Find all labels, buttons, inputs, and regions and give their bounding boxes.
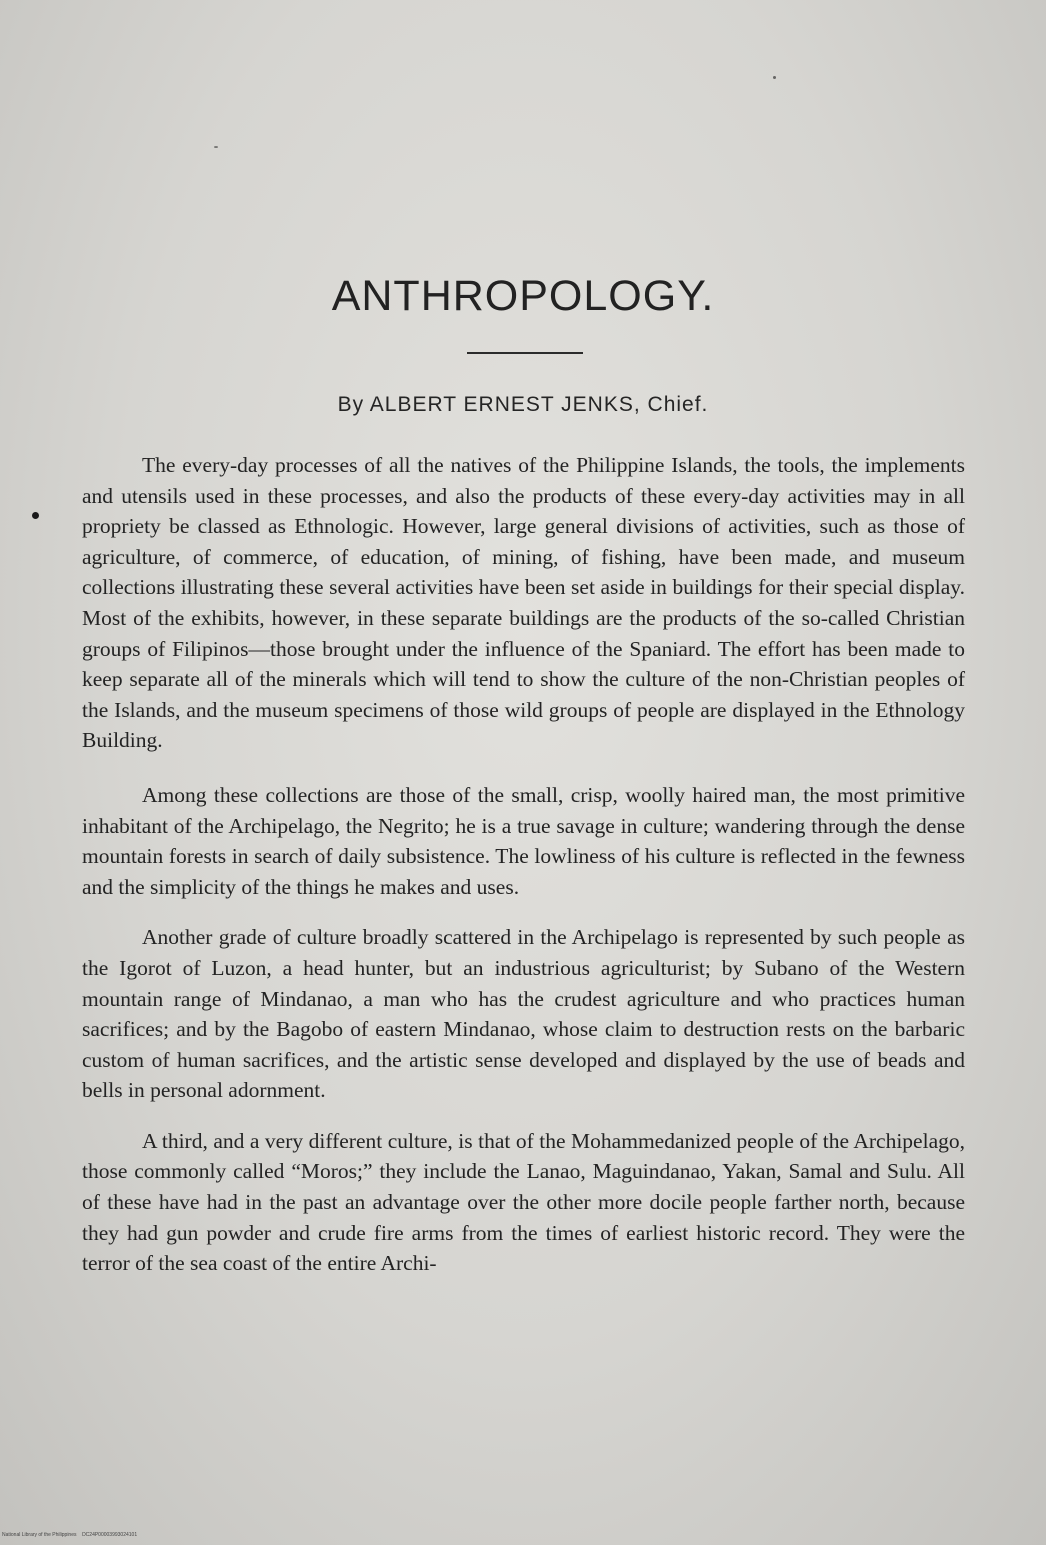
ink-speck: [32, 512, 39, 519]
page-title: ANTHROPOLOGY.: [331, 272, 715, 320]
paragraph-4: A third, and a very different culture, is that of the Mohammedanized people of the Archipelago, those commonly called “Moros;” they include the Lanao, Maguindanao, Yakan, Samal and Sulu. All of these have had in the past an advantage over the other more docile people farther north, because they had gun powder and crude fire arms from the times of earliest historic record. They were the terror of the sea coast of the entire Archi-: [82, 1128, 965, 1276]
scan-footer: [2, 1532, 137, 1538]
footer-code: DC24P00003993024101: [82, 1532, 138, 1538]
paragraph-2: Among these collections are those of the small, crisp, woolly haired man, the most primitive inhabitant of the Archipelago, the Negrito; he is a true savage in culture; wandering through the dense mountain forests in search of daily subsistence. The lowliness of his culture is reflected in the fewness and the simplicity of the things he makes and uses.: [82, 782, 965, 899]
ink-speck: [773, 76, 776, 79]
title-divider: [467, 352, 583, 354]
paragraph-1: The every-day processes of all the natives of the Philippine Islands, the tools, the implements and utensils used in these processes, and also the products of these every-day activities may in all propriety be classed as Ethnologic. However, large general divisions of activities, such as those of agriculture, of commerce, of education, of mining, of fishing, have been made, and museum collections illustrating these several activities have been set aside in buildings for their special display. Most of the exhibits, however, in these separate buildings are the products of the so-called Christian groups of Filipinos—those brought under the influence of the Spaniard. The effort has been made to keep separate all of the minerals which will tend to show the culture of the non-Christian peoples of the Islands, and the museum specimens of those wild groups of people are displayed in the Ethnology Building.: [82, 453, 965, 753]
paragraph-3: Another grade of culture broadly scattered in the Archipelago is represented by such people as the Igorot of Luzon, a head hunter, but an industrious agriculturist; by Subano of the Western mountain range of Mindanao, a man who has the crudest agriculture and who practices human sacrifices; and by the Bagobo of eastern Mindanao, whose claim to destruction rests on the barbaric custom of human sacrifices, and the artistic sense developed and displayed by the use of beads and bells in personal adornment.: [82, 925, 965, 1103]
author-byline: By ALBERT ERNEST JENKS, Chief.: [337, 393, 709, 416]
ink-speck: [214, 146, 218, 148]
article-body: [82, 450, 965, 1279]
footer-source: National Library of the Philippines: [2, 1532, 77, 1538]
